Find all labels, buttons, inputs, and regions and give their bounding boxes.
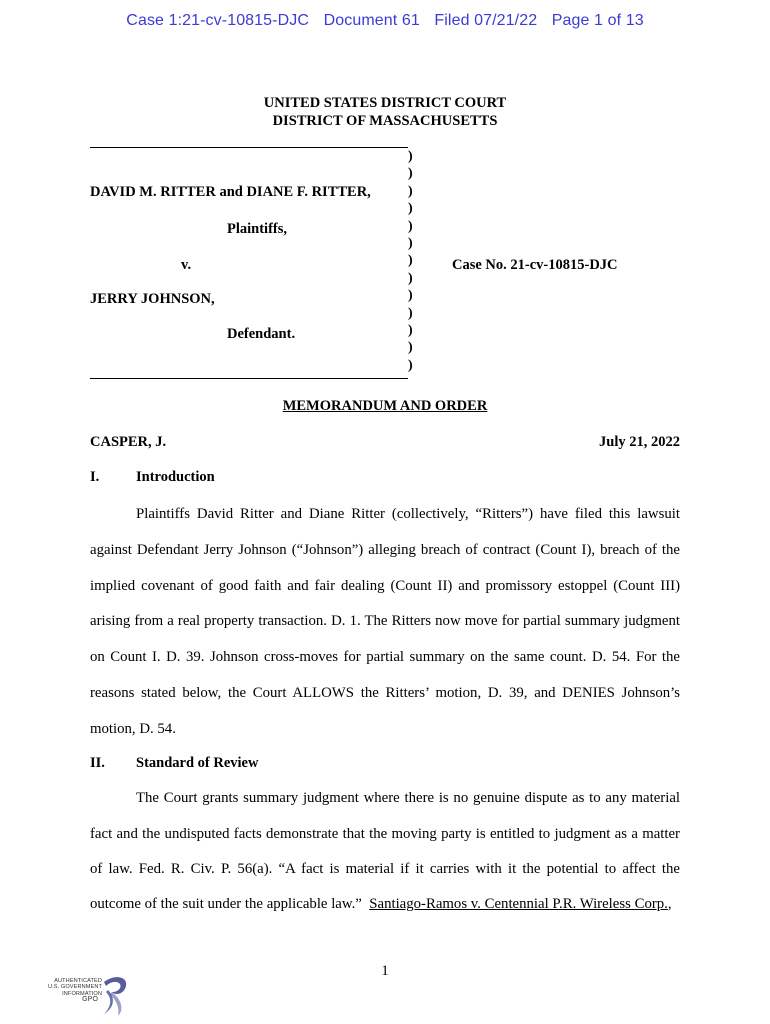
paragraph-line: of law. Fed. R. Civ. P. 56(a). “A fact is material if it carries with it the potential to affect the (90, 861, 680, 877)
court-name: UNITED STATES DISTRICT COURT (263, 95, 507, 111)
paragraph-line: Plaintiffs David Ritter and Diane Ritter (collectively, “Ritters”) have filed this lawsuit (136, 506, 680, 522)
versus: v. (181, 257, 192, 273)
defendant-name: JERRY JOHNSON, (90, 291, 215, 307)
citation-trail: , (667, 896, 672, 912)
seal-line: AUTHENTICATED (54, 978, 102, 984)
paragraph-text: outcome of the suit under the applicable law.” (90, 896, 370, 912)
seal-line: INFORMATION (62, 990, 102, 997)
document-title: MEMORANDUM AND ORDER (282, 398, 488, 414)
case-citation: Santiago-Ramos v. Centennial P.R. Wireless Corp. (369, 896, 668, 912)
eagle-icon (42, 972, 132, 1018)
paragraph-line: motion, D. 54. (90, 721, 176, 737)
section-heading: Standard of Review (136, 755, 259, 771)
section-number: I. (90, 469, 100, 485)
paragraph-line: reasons stated below, the Court ALLOWS the Ritters’ motion, D. 39, and DENIES Johnson’s (90, 685, 680, 701)
court-district: DISTRICT OF MASSACHUSETTS (272, 113, 498, 129)
paragraph-line: implied covenant of good faith and fair dealing (Count II) and promissory estoppel (Count III) (90, 578, 680, 594)
paragraph-line: The Court grants summary judgment where there is no genuine dispute as to any material (136, 790, 680, 806)
section-number: II. (90, 755, 105, 771)
defendant-label: Defendant. (227, 326, 296, 342)
caption-bottom-rule (90, 378, 408, 379)
case-number: Case No. 21-cv-10815-DJC (452, 257, 618, 273)
caption-top-rule (90, 147, 408, 148)
paragraph-line: fact and the undisputed facts demonstrate that the moving party is entitled to judgment as a matter (90, 826, 680, 842)
seal-line: GPO (82, 996, 98, 1004)
paragraph-line: against Defendant Jerry Johnson (“Johnson”) alleging breach of contract (Count I), breach of the (90, 542, 680, 558)
seal-line: U.S. GOVERNMENT (47, 984, 102, 991)
plaintiffs-names: DAVID M. RITTER and DIANE F. RITTER, (90, 184, 371, 200)
judge-name: CASPER, J. (90, 434, 167, 450)
section-heading: Introduction (136, 469, 215, 485)
page-number: 1 (381, 963, 389, 979)
plaintiffs-label: Plaintiffs, (227, 221, 288, 237)
stamp-filed: Filed 07/21/22 (434, 12, 538, 29)
paragraph-line: on Count I. D. 39. Johnson cross-moves for partial summary on the same count. D. 54. For the (90, 649, 680, 665)
stamp-document: Document 61 (323, 12, 420, 29)
paragraph-line: arising from a real property transaction. D. 1. The Ritters now move for partial summary judgment (90, 613, 680, 629)
ecf-header-stamp (0, 12, 770, 30)
stamp-page: Page 1 of 13 (551, 12, 644, 29)
caption-parenthesis-column: ) ) ) ) ) ) ) ) ) ) ) ) ) (408, 149, 413, 373)
paragraph-line (90, 895, 680, 913)
order-date: July 21, 2022 (599, 434, 680, 450)
gpo-authentication-seal (42, 972, 132, 1018)
stamp-case: Case 1:21-cv-10815-DJC (126, 12, 310, 29)
